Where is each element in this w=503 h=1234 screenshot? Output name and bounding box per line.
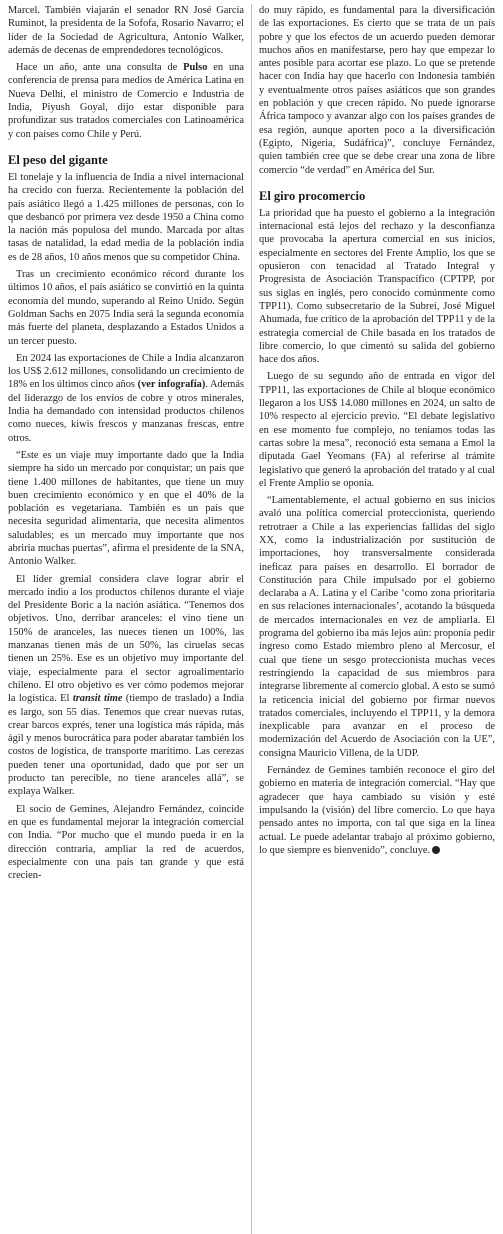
paragraph-text: en una conferencia de prensa para medios de América Latina en Nueva Delhi, el ministro de Comercio e Industria de India, Piyush Goyal, dijo estar disponible para profundizar sus tratados comerciales con Latinoamérica y con países como Chile y Perú. — [8, 62, 244, 140]
paragraph-text: do muy rápido, es fundamental para la diversificación de las exportaciones. Es cierto que se trata de un país pobre y que los efectos de un acuerdo pueden demorar muchos años en manifestarse, pero hay que empezar lo antes posible para acortar ese plazo. Lo que se pretende hacer con India hay que hacerlo con Indonesia también y eventualmente otros países asiáticos que son grandes en población y que crecen rápido. No puede ignorarse África tampoco y avanzar algo con los países grandes de esa región, aunque aporten poco a la diversificación (Egipto, Nigeria, Sudáfrica)”, concluye Fernández, quien también cree que se debe crear una zona de libre comercio “de verdad” en América del Sur. — [259, 5, 495, 176]
emphasis-text: transit time — [72, 693, 123, 705]
paragraph-text: Fernández de Gemines también reconoce el giro del gobierno en materia de integración comercial. “Hay que agradecer que haya cambiado su visión y esté impulsando la (visión) del libre comercio. Lo que haya pensado antes no importa, con tal que siga en la línea actual. Le puede adelantar trabajo al próximo gobierno, lo que siempre es bienvenido”, concluye. — [259, 765, 495, 856]
column-divider — [251, 4, 252, 1234]
paragraph-text: (tiempo de traslado) a India es largo, son 55 días. Tenemos que crear nuevas rutas, crear barcos exprés, tener una logística más rápida, más ágil y menos burocrática para poder abaratar también los costos de logística, de transporte marítimo. Las cerezas pueden tener una oportunidad, dado que por ser un producto tan perecible, no tiene aranceles allá”, se explaya Walker. — [8, 693, 244, 798]
article-paragraph — [8, 171, 244, 264]
paragraph-text: Tras un crecimiento económico récord durante los últimos 10 años, el país asiático se convirtió en la quinta economía del mundo, superando al Reino Unido. Según Goldman Sachs en 2075 India será la segunda economía más fuerte del planeta, desplazando a Estados Unidos a un tercer puesto. — [8, 269, 244, 347]
article-paragraph — [259, 4, 495, 177]
article-column-right — [259, 4, 495, 1234]
article-paragraph — [8, 268, 244, 348]
section-heading: El giro procomercio — [259, 188, 366, 203]
emphasis-text: Pulso — [183, 62, 208, 74]
article-paragraph — [259, 370, 495, 490]
paragraph-text: El líder gremial considera clave lograr abrir el mercado indio a los productos chilenos durante el viaje del Presidente Boric a la nación asiática. “Tenemos dos objetivos. Uno, derribar aranceles: el vino tiene un 150% de aranceles, las nueces tienen un 100%, las manzanas tienen más de un 50%, las ciruelas secas tienen un 25%. Ese es un objetivo muy importante del viaje, especialmente para el sector agroalimentario chileno. El otro objetivo es ver cómo podemos mejorar la logística. El — [8, 573, 244, 705]
paragraph-text: La prioridad que ha puesto el gobierno a la integración internacional está lejos del rechazo y la desconfianza que provocaba la apertura comercial en sus inicios, especialmente en sectores del Frente Amplio, los que se opusieron con tenacidad al Tratado Integral y Progresista de Asociación Transpacífico (CPTPP, por sus siglas en inglés, pero conocido comúnmente como TPP11). Como subsecretario de la Subrei, José Miguel Ahumada, fue crítico de la aprobación del TPP11 y de la estrategia comercial de Chile basada en los tratados de libre comercio, lo que cimentó su salida del gobierno hace dos años. — [259, 207, 495, 366]
paragraph-text: Luego de su segundo año de entrada en vigor del TPP11, las exportaciones de Chile al bloque económico llegaron a los US$ 14.080 millones en 2024, un salto de 10% respecto al ejercicio previo. “El debate legislativo en ese momento fue complejo, no teníamos todas las cartas sobre la mesa”, reconoció esta semana a Emol la diputada Gael Yeomans (FA) al referirse al trámite legislativo que generó la aprobación del tratado y al cual el Frente Amplio se oponía. — [259, 371, 495, 489]
article-paragraph — [259, 494, 495, 760]
article-paragraph — [8, 573, 244, 799]
paragraph-text: “Lamentablemente, el actual gobierno en sus inicios avaló una política comercial proteccionista, queriendo retrotraer a Chile a las experiencias fallidas del siglo XX, como la industrialización por sustitución de importaciones, hoy transversalmente considerada ineficaz para países en desarrollo. El borrador de Constitución para Chile impulsado por el gobierno declaraba a A. Latina y el Caribe ‘como zona prioritaria en sus relaciones internacionales’, acotando la búsqueda de mercados internacionales en vez de ampliarla. El programa del gobierno iba más lejos aún: proponía pedir ingreso como Estado miembro pleno al Mercosur, el cual que tiene un sesgo proteccionista muchas veces restringiendo la capacidad de sus miembros para integrarse libremente al comercio global. A esto se sumó la reticencia inicial del gobierno por firmar nuevos tratados comerciales, incluyendo el TPP11, y la demora inexplicable para avanzar en el proceso de modernización del Acuerdo de Asociación con la UE”, consigna Mauricio Villena, de la UDP. — [259, 495, 495, 759]
paragraph-text: Marcel. También viajarán el senador RN José García Ruminot, la presidenta de la Sofofa, Rosario Navarro; el líder de la Sociedad de Agricultura, Antonio Walker, además de decenas de emprendedores tecnológicos. — [8, 5, 244, 56]
paragraph-text: . Además del liderazgo de los envíos de cobre y otros minerales, India ha demandado con intensidad productos chilenos como nueces, kiwis frescos y manzanas frescas, entre otros. — [8, 379, 245, 444]
paragraph-text: El socio de Gemines, Alejandro Fernández, coincide en que es fundamental mejorar la integración comercial con India. “Por mucho que el mundo pueda ir en la dirección contraria, ampliar la red de acuerdos, especialmente con una país tan grande y que está crecien- — [8, 803, 244, 882]
article-paragraph — [8, 449, 244, 569]
emphasis-text: (ver infografía) — [137, 379, 206, 391]
article-paragraph — [8, 61, 244, 141]
section-heading: El peso del gigante — [8, 152, 108, 167]
paragraph-text: El tonelaje y la influencia de India a nivel internacional ha crecido con fuerza. Recientemente la población del país asiático llegó a 1.425 millones de personas, con lo que desbancó por primera vez desde 1950 a China como la nación más populosa del mundo. Marcada por altas tasas de natalidad, la edad media de la población india es de 28 años, 10 años menos que su competidor China. — [8, 171, 244, 263]
paragraph-text: En 2024 las exportaciones de Chile a India alcanzaron los US$ 2.612 millones, consolidando un crecimiento de 18% en los últimos cinco años — [8, 352, 244, 391]
article-paragraph — [8, 4, 244, 57]
paragraph-text: Hace un año, ante una consulta de — [16, 62, 184, 74]
article-paragraph — [259, 764, 495, 857]
article-paragraph — [8, 803, 244, 883]
article-column-left — [8, 4, 244, 1234]
article-paragraph — [259, 207, 495, 367]
paragraph-text: “Este es un viaje muy importante dado que la India siempre ha sido un mercado por conquistar; un país que tiene 1.400 millones de habitantes, que tiene un muy buen crecimiento económico y en que el 40% de la población es vegetariana. También es un país que necesita seguridad alimentaria, que necesita alimentos saludables; es un mercado muy importante que nos abriría muchas puertas”, afirma el presidente de la SNA, Antonio Walker. — [8, 449, 244, 568]
article-end-icon — [432, 846, 440, 854]
article-paragraph — [8, 352, 244, 445]
